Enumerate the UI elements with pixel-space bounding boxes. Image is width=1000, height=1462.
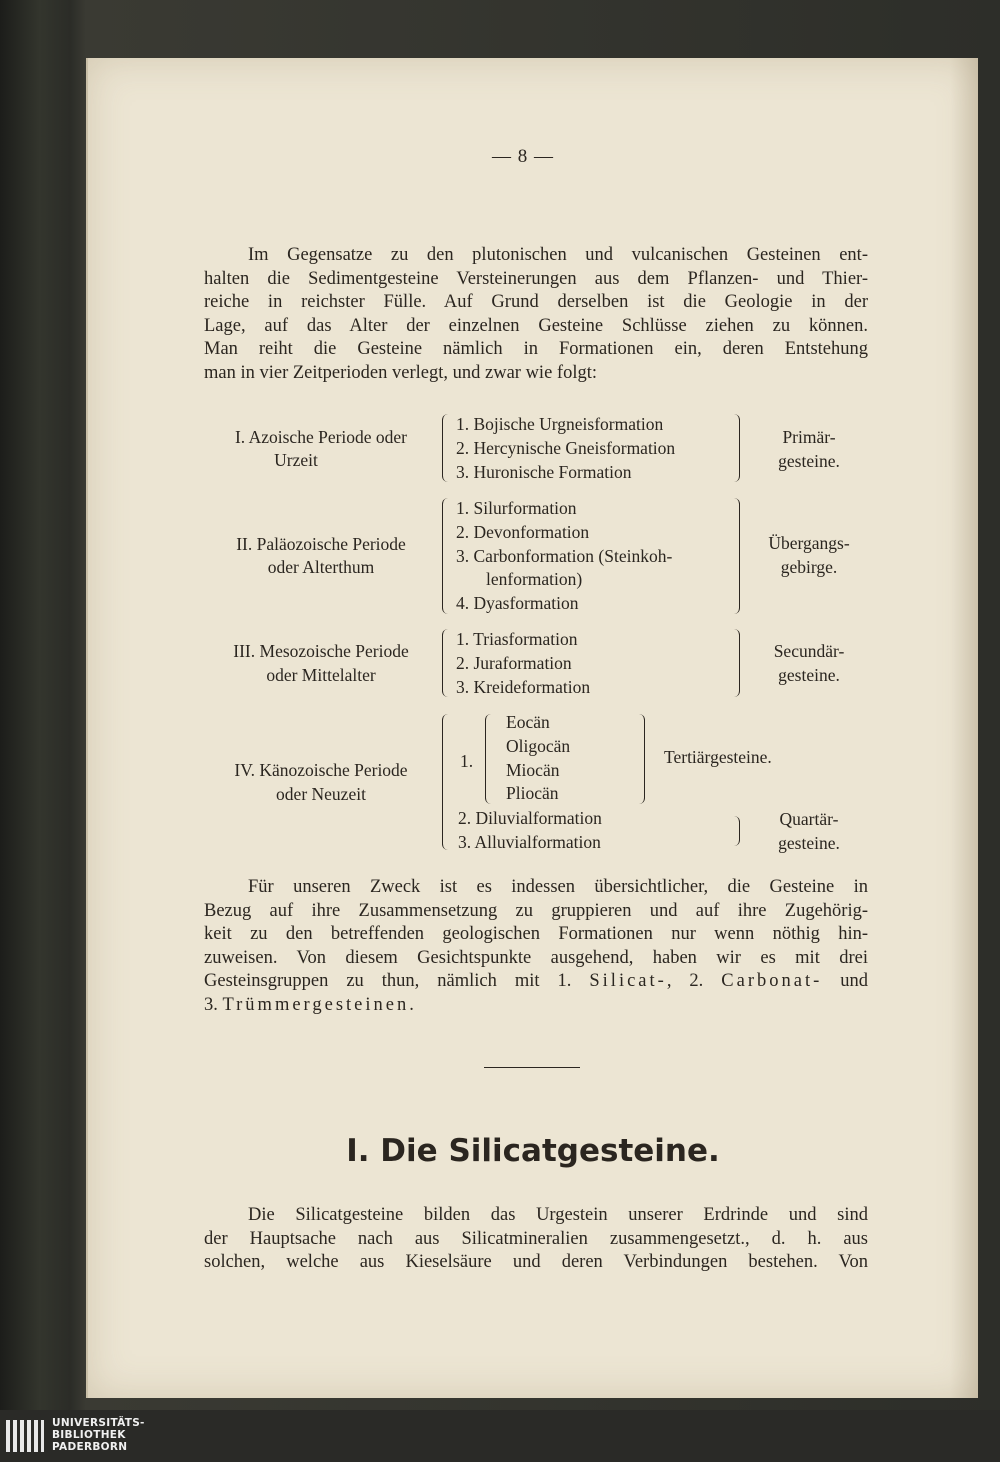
page-edge-shadow bbox=[950, 58, 978, 1398]
library-name-line: PADERBORN bbox=[52, 1441, 128, 1453]
rock-group: Secundär- bbox=[773, 641, 845, 661]
formation-item: 1. Triasformation bbox=[456, 629, 578, 649]
subgroup-number: 1. bbox=[460, 751, 474, 771]
library-name-line: UNIVERSITÄTS- bbox=[52, 1417, 145, 1429]
formation-item: 2. Hercynische Gneisformation bbox=[456, 438, 676, 458]
period-name-cont: oder Alterthum bbox=[267, 557, 375, 577]
left-brace bbox=[442, 414, 449, 482]
library-name bbox=[52, 1417, 145, 1453]
library-name-line: BIBLIOTHEK bbox=[52, 1429, 126, 1441]
intro-line: halten die Sedimentgesteine Versteinerungen aus dem Pflanzen- und Thier- bbox=[204, 268, 868, 289]
second-paragraph bbox=[204, 876, 868, 1017]
text-run: Gesteinsgruppen zu thun, nämlich mit 1. bbox=[204, 971, 590, 991]
rock-group: Primär- bbox=[782, 427, 836, 447]
para-line: zuweisen. Von diesem Gesichtspunkte ausgehend, haben wir es mit drei bbox=[204, 947, 868, 968]
epoch-item: Miocän bbox=[506, 760, 560, 780]
library-logo-icon bbox=[6, 1420, 44, 1452]
para-line: der Hauptsache nach aus Silicatmineralien zusammengesetzt., d. h. aus bbox=[204, 1228, 868, 1249]
intro-line: reiche in reichster Fülle. Auf Grund derselben ist die Geologie in der bbox=[204, 292, 868, 312]
formation-item: 3. Carbonformation (Steinkoh- bbox=[456, 546, 673, 566]
rock-group-cont: gesteine. bbox=[778, 833, 840, 853]
epoch-item: Pliocän bbox=[506, 783, 559, 803]
para-line bbox=[204, 994, 868, 1018]
formation-item: 2. Juraformation bbox=[456, 653, 572, 673]
intro-line: Man reiht die Gesteine nämlich in Formationen ein, deren Entstehung bbox=[204, 339, 868, 359]
formation-item-cont: lenformation) bbox=[486, 569, 583, 589]
formation-item: 1. Silurformation bbox=[456, 498, 577, 518]
right-brace bbox=[733, 816, 740, 846]
text-run: . bbox=[409, 994, 414, 1015]
page-number: — 8 — bbox=[492, 146, 554, 167]
period-name: III. Mesozoische Periode bbox=[233, 641, 409, 661]
formation-item: 3. Huronische Formation bbox=[456, 462, 632, 482]
left-brace bbox=[442, 714, 449, 850]
intro-paragraph bbox=[204, 244, 868, 385]
text-run: und bbox=[822, 971, 869, 991]
left-brace bbox=[442, 498, 449, 614]
inner-left-brace bbox=[485, 714, 492, 804]
chapter-heading: I. Die Silicatgesteine. bbox=[346, 1133, 720, 1169]
formation-item: 4. Dyasformation bbox=[456, 593, 579, 613]
inner-right-brace bbox=[638, 714, 645, 804]
para-line: Die Silicatgesteine bilden das Urgestein unserer Erdrinde und sind bbox=[248, 1205, 868, 1225]
text-run: 3. bbox=[204, 994, 223, 1015]
formation-item: 3. Alluvialformation bbox=[458, 832, 601, 852]
para-line: Bezug auf ihre Zusammensetzung zu gruppieren und auf ihre Zugehörig- bbox=[204, 900, 868, 921]
right-brace bbox=[733, 629, 740, 697]
left-brace bbox=[442, 629, 449, 697]
text-run: , 2. bbox=[666, 971, 722, 991]
para-line bbox=[204, 970, 868, 994]
closing-paragraph bbox=[204, 1204, 868, 1275]
rock-group-cont: gesteine. bbox=[778, 451, 840, 471]
intro-line: Lage, auf das Alter der einzelnen Gesteine Schlüsse ziehen zu können. bbox=[204, 315, 868, 336]
intro-line: Im Gegensatze zu den plutonischen und vulcanischen Gesteinen ent- bbox=[248, 245, 868, 265]
formation-item: 3. Kreideformation bbox=[456, 677, 591, 697]
rock-group: Übergangs- bbox=[768, 533, 850, 553]
tertiary-group: Tertiärgesteine. bbox=[664, 747, 772, 767]
formation-item: 2. Devonformation bbox=[456, 522, 590, 542]
para-line: Für unseren Zweck ist es indessen übersichtlicher, die Gesteine in bbox=[248, 877, 868, 897]
period-name: IV. Känozoische Periode bbox=[234, 760, 408, 780]
section-divider bbox=[484, 1067, 580, 1068]
emphasis-truemmer: Trümmergesteinen bbox=[222, 994, 410, 1015]
formation-item: 1. Bojische Urgneisformation bbox=[456, 414, 664, 434]
formation-item: 2. Diluvialformation bbox=[458, 808, 602, 828]
rock-group-cont: gesteine. bbox=[778, 665, 840, 685]
right-brace bbox=[733, 498, 740, 614]
period-name: II. Paläozoische Periode bbox=[236, 534, 406, 554]
library-footer bbox=[0, 1410, 1000, 1462]
period-name-cont: oder Mittelalter bbox=[266, 665, 376, 685]
epoch-item: Oligocän bbox=[506, 736, 571, 756]
book-page bbox=[86, 58, 978, 1398]
emphasis-carbonat: Carbonat- bbox=[721, 971, 823, 991]
right-brace bbox=[733, 414, 740, 482]
emphasis-silicat: Silicat- bbox=[589, 971, 667, 991]
para-line: keit zu den betreffenden geologischen Formationen nur wenn nöthig hin- bbox=[204, 924, 868, 944]
period-name: I. Azoische Periode oder bbox=[234, 427, 408, 447]
period-name-cont: Urzeit bbox=[274, 450, 318, 470]
epoch-item: Eocän bbox=[506, 712, 550, 732]
rock-group-cont: gebirge. bbox=[780, 557, 838, 577]
para-line: solchen, welche aus Kieselsäure und deren Verbindungen bestehen. Von bbox=[204, 1252, 868, 1272]
intro-line: man in vier Zeitperioden verlegt, und zwar wie folgt: bbox=[204, 362, 597, 383]
period-name-cont: oder Neuzeit bbox=[276, 784, 366, 804]
rock-group: Quartär- bbox=[779, 809, 839, 829]
